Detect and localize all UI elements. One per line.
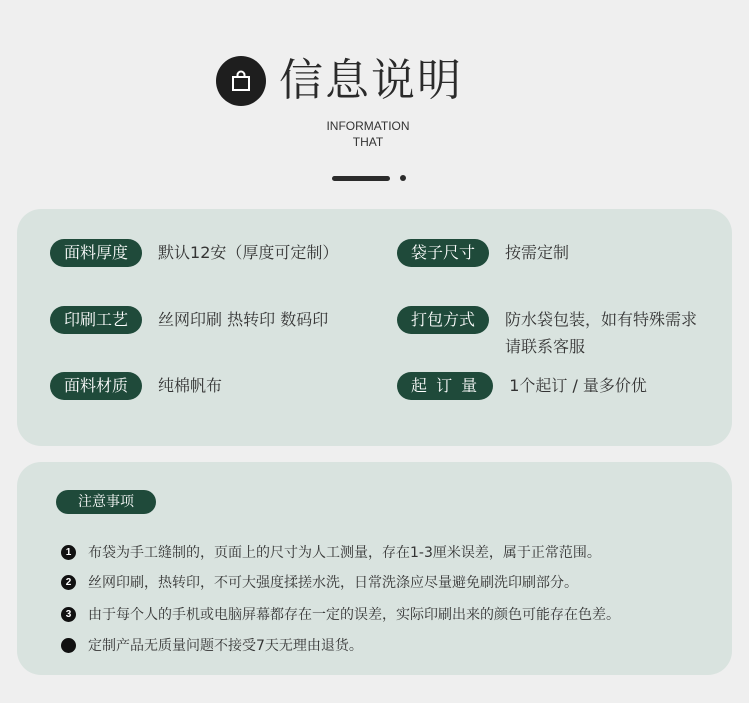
spec-label: 印刷工艺 <box>50 306 142 334</box>
number-2-icon: 2 <box>61 575 76 590</box>
notice-item <box>61 604 620 624</box>
spec-material <box>50 372 222 400</box>
divider-dot <box>400 175 406 181</box>
spec-packing <box>397 306 711 360</box>
spec-label: 面料材质 <box>50 372 142 400</box>
number-3-icon: 3 <box>61 607 76 622</box>
subtitle-line-1: INFORMATION <box>326 119 410 133</box>
notice-item <box>61 542 601 562</box>
header <box>0 0 749 200</box>
notice-item <box>61 635 363 655</box>
subtitle-line-2: THAT <box>352 135 384 149</box>
title-row <box>216 56 463 106</box>
page-subtitle <box>0 118 736 150</box>
notice-text: 定制产品无质量问题不接受7天无理由退货。 <box>88 638 363 654</box>
spec-value: 按需定制 <box>505 243 570 262</box>
number-1-icon: 1 <box>61 545 76 560</box>
spec-label: 面料厚度 <box>50 239 142 267</box>
spec-value: 1个起订 / 量多价优 <box>509 376 647 395</box>
spec-value: 默认12安（厚度可定制） <box>158 243 339 262</box>
spec-min-order <box>397 372 647 400</box>
spec-value: 丝网印刷 热转印 数码印 <box>158 310 329 329</box>
spec-label: 袋子尺寸 <box>397 239 489 267</box>
spec-label: 打包方式 <box>397 306 489 334</box>
notice-text: 布袋为手工缝制的，页面上的尺寸为人工测量，存在1-3厘米误差，属于正常范围。 <box>88 545 601 561</box>
notice-text: 丝网印刷，热转印，不可大强度揉搓水洗，日常洗涤应尽量避免刷洗印刷部分。 <box>88 575 578 591</box>
notice-text: 由于每个人的手机或电脑屏幕都存在一定的误差，实际印刷出来的颜色可能存在色差。 <box>88 607 620 623</box>
notice-item <box>61 572 578 592</box>
spec-value: 纯棉帆布 <box>158 376 223 395</box>
bullet-dot-icon <box>61 638 76 653</box>
spec-fabric-thickness <box>50 239 338 267</box>
divider-bar <box>332 176 390 181</box>
notice-label: 注意事项 <box>56 490 156 514</box>
shopping-bag-icon <box>216 56 266 106</box>
title-divider <box>332 175 406 181</box>
spec-printing <box>50 306 328 334</box>
page-title: 信息说明 <box>279 55 463 106</box>
spec-label: 起 订 量 <box>397 372 493 400</box>
spec-bag-size <box>397 239 569 267</box>
spec-value: 防水袋包装，如有特殊需求请联系客服 <box>505 310 698 356</box>
